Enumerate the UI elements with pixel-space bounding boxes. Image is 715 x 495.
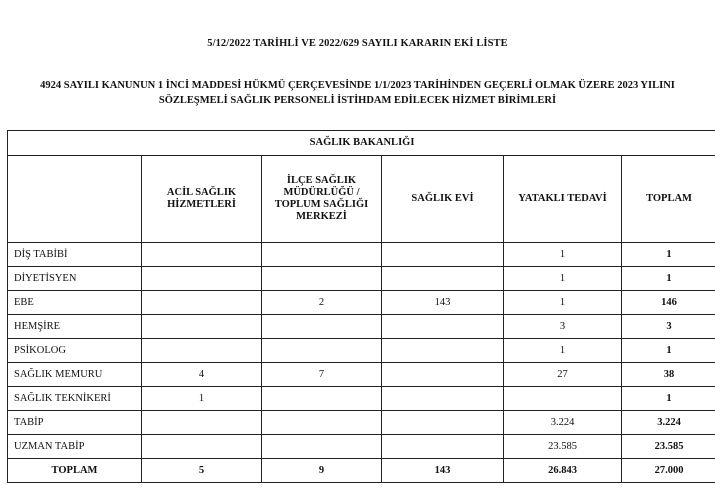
- table-row: [8, 267, 715, 291]
- cell-acil: 4: [142, 363, 262, 387]
- total-toplam: 27.000: [622, 459, 715, 483]
- row-label: HEMŞİRE: [8, 315, 142, 339]
- subtitle-line-1: 4924 SAYILI KANUNUN 1 İNCİ MADDESİ HÜKMÜ ÇERÇEVESİNDE 1/1/2023 TARİHİNDEN GEÇERLİ OLMAK ÜZERE 2023 YILINI: [40, 80, 675, 91]
- totals-label: TOPLAM: [8, 459, 142, 483]
- cell-toplam: 38: [622, 363, 715, 387]
- subtitle-line-2: SÖZLEŞMELİ SAĞLIK PERSONELİ İSTİHDAM EDİLECEK HİZMET BİRİMLERİ: [158, 95, 557, 106]
- row-label: PSİKOLOG: [8, 339, 142, 363]
- cell-yatakli: 23.585: [504, 435, 622, 459]
- table-row: [8, 363, 715, 387]
- col-header-toplam: TOPLAM: [622, 156, 715, 243]
- cell-toplam: 1: [622, 339, 715, 363]
- cell-yatakli: 27: [504, 363, 622, 387]
- col-header-saglik-evi: SAĞLIK EVİ: [382, 156, 504, 243]
- totals-row: [8, 459, 715, 483]
- cell-ilce: 7: [262, 363, 382, 387]
- cell-yatakli: 1: [504, 267, 622, 291]
- cell-ilce: [262, 267, 382, 291]
- table-row: [8, 291, 715, 315]
- cell-toplam: 1: [622, 267, 715, 291]
- cell-yatakli: 1: [504, 291, 622, 315]
- cell-toplam: 3.224: [622, 411, 715, 435]
- document-subtitle: [0, 78, 715, 108]
- cell-acil: [142, 435, 262, 459]
- cell-saglik-evi: [382, 243, 504, 267]
- row-label: SAĞLIK TEKNİKERİ: [8, 387, 142, 411]
- cell-saglik-evi: [382, 339, 504, 363]
- cell-saglik-evi: [382, 411, 504, 435]
- cell-ilce: [262, 435, 382, 459]
- cell-saglik-evi: [382, 387, 504, 411]
- table-row: [8, 435, 715, 459]
- cell-toplam: 3: [622, 315, 715, 339]
- table-row: [8, 315, 715, 339]
- cell-saglik-evi: [382, 267, 504, 291]
- total-ilce: 9: [262, 459, 382, 483]
- cell-saglik-evi: [382, 315, 504, 339]
- cell-saglik-evi: 143: [382, 291, 504, 315]
- cell-acil: [142, 291, 262, 315]
- row-label: EBE: [8, 291, 142, 315]
- cell-yatakli: 1: [504, 243, 622, 267]
- total-acil: 5: [142, 459, 262, 483]
- total-yatakli: 26.843: [504, 459, 622, 483]
- header-blank-cell: [8, 156, 142, 243]
- cell-ilce: [262, 339, 382, 363]
- table-row: [8, 387, 715, 411]
- cell-acil: 1: [142, 387, 262, 411]
- cell-ilce: [262, 243, 382, 267]
- row-label: SAĞLIK MEMURU: [8, 363, 142, 387]
- cell-ilce: [262, 411, 382, 435]
- col-header-acil: ACİL SAĞLIK HİZMETLERİ: [142, 156, 262, 243]
- cell-yatakli: 3.224: [504, 411, 622, 435]
- total-saglik-evi: 143: [382, 459, 504, 483]
- cell-yatakli: [504, 387, 622, 411]
- row-label: DİYETİSYEN: [8, 267, 142, 291]
- col-header-yatakli: YATAKLI TEDAVİ: [504, 156, 622, 243]
- cell-saglik-evi: [382, 363, 504, 387]
- cell-toplam: 1: [622, 387, 715, 411]
- cell-acil: [142, 267, 262, 291]
- row-label: DİŞ TABİBİ: [8, 243, 142, 267]
- personnel-table: [7, 130, 715, 483]
- cell-toplam: 146: [622, 291, 715, 315]
- cell-acil: [142, 411, 262, 435]
- cell-toplam: 23.585: [622, 435, 715, 459]
- table-row: [8, 411, 715, 435]
- row-label: UZMAN TABİP: [8, 435, 142, 459]
- cell-acil: [142, 339, 262, 363]
- cell-saglik-evi: [382, 435, 504, 459]
- table-row: [8, 339, 715, 363]
- cell-ilce: [262, 315, 382, 339]
- ministry-header: SAĞLIK BAKANLIĞI: [8, 131, 715, 156]
- cell-ilce: [262, 387, 382, 411]
- document-title: 5/12/2022 TARİHLİ VE 2022/629 SAYILI KARARIN EKİ LİSTE: [207, 38, 508, 49]
- row-label: TABİP: [8, 411, 142, 435]
- cell-acil: [142, 243, 262, 267]
- cell-yatakli: 1: [504, 339, 622, 363]
- cell-yatakli: 3: [504, 315, 622, 339]
- col-header-ilce: İLÇE SAĞLIK MÜDÜRLÜĞÜ / TOPLUM SAĞLIĞI MERKEZİ: [262, 156, 382, 243]
- cell-acil: [142, 315, 262, 339]
- cell-toplam: 1: [622, 243, 715, 267]
- table-row: [8, 243, 715, 267]
- cell-ilce: 2: [262, 291, 382, 315]
